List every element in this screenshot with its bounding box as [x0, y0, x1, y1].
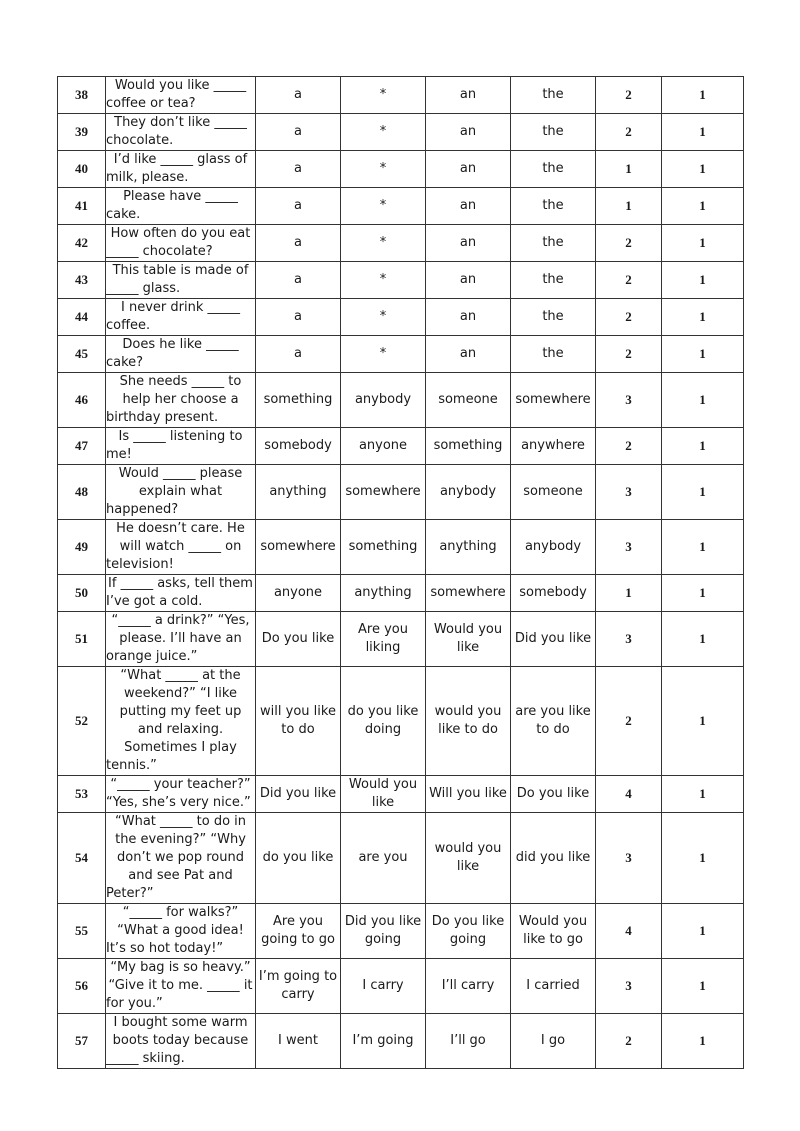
option-2: anyone [341, 428, 426, 465]
question-number: 56 [58, 959, 106, 1014]
option-2: anybody [341, 373, 426, 428]
question-text: Please have _____ cake. [106, 188, 256, 225]
question-row [58, 77, 744, 114]
option-3: an [426, 299, 511, 336]
option-3: an [426, 151, 511, 188]
option-2: * [341, 336, 426, 373]
option-1: Do you like [256, 612, 341, 667]
option-2: somewhere [341, 465, 426, 520]
question-number: 53 [58, 776, 106, 813]
option-3: would you like to do [426, 667, 511, 776]
option-4: are you like to do [511, 667, 596, 776]
question-row [58, 612, 744, 667]
option-1: a [256, 225, 341, 262]
question-text: If _____ asks, tell them I’ve got a cold. [106, 575, 256, 612]
option-4: someone [511, 465, 596, 520]
question-number: 55 [58, 904, 106, 959]
question-text: “_____ a drink?” “Yes, please. I’ll have an orange juice.” [106, 612, 256, 667]
question-row [58, 428, 744, 465]
option-4: I carried [511, 959, 596, 1014]
quiz-table-body [58, 77, 744, 1069]
points-value: 1 [662, 667, 744, 776]
option-2: anything [341, 575, 426, 612]
option-4: anywhere [511, 428, 596, 465]
option-4: the [511, 225, 596, 262]
option-1: anyone [256, 575, 341, 612]
option-2: * [341, 77, 426, 114]
option-4: the [511, 77, 596, 114]
question-text: She needs _____ to help her choose a birthday present. [106, 373, 256, 428]
option-2: Did you like going [341, 904, 426, 959]
points-value: 1 [662, 151, 744, 188]
option-1: anything [256, 465, 341, 520]
question-row [58, 188, 744, 225]
question-text: “My bag is so heavy.” “Give it to me. _____ it for you.” [106, 959, 256, 1014]
answer-key: 3 [596, 465, 662, 520]
points-value: 1 [662, 77, 744, 114]
option-4: the [511, 188, 596, 225]
option-3: Would you like [426, 612, 511, 667]
option-2: * [341, 114, 426, 151]
question-number: 47 [58, 428, 106, 465]
question-row [58, 299, 744, 336]
option-4: somebody [511, 575, 596, 612]
question-text: How often do you eat _____ chocolate? [106, 225, 256, 262]
question-text: “What _____ at the weekend?” “I like putting my feet up and relaxing. Sometimes I play tennis.” [106, 667, 256, 776]
question-number: 38 [58, 77, 106, 114]
option-2: * [341, 262, 426, 299]
option-3: an [426, 77, 511, 114]
option-3: an [426, 114, 511, 151]
question-number: 52 [58, 667, 106, 776]
answer-key: 3 [596, 612, 662, 667]
option-3: an [426, 225, 511, 262]
option-4: did you like [511, 813, 596, 904]
question-number: 48 [58, 465, 106, 520]
option-4: the [511, 114, 596, 151]
option-3: an [426, 262, 511, 299]
question-row [58, 336, 744, 373]
option-2: I carry [341, 959, 426, 1014]
answer-key: 2 [596, 336, 662, 373]
option-1: do you like [256, 813, 341, 904]
option-4: somewhere [511, 373, 596, 428]
answer-key: 2 [596, 262, 662, 299]
question-row [58, 262, 744, 299]
question-text: Does he like _____ cake? [106, 336, 256, 373]
answer-key: 3 [596, 373, 662, 428]
option-3: would you like [426, 813, 511, 904]
question-text: This table is made of _____ glass. [106, 262, 256, 299]
option-2: something [341, 520, 426, 575]
option-1: a [256, 188, 341, 225]
option-1: somewhere [256, 520, 341, 575]
answer-key: 1 [596, 188, 662, 225]
option-4: Did you like [511, 612, 596, 667]
points-value: 1 [662, 262, 744, 299]
answer-key: 4 [596, 776, 662, 813]
option-3: something [426, 428, 511, 465]
question-row [58, 959, 744, 1014]
answer-key: 1 [596, 151, 662, 188]
question-text: Is _____ listening to me! [106, 428, 256, 465]
question-number: 57 [58, 1014, 106, 1069]
option-2: are you [341, 813, 426, 904]
points-value: 1 [662, 612, 744, 667]
points-value: 1 [662, 776, 744, 813]
question-row [58, 776, 744, 813]
option-3: anything [426, 520, 511, 575]
quiz-table [57, 76, 744, 1069]
question-number: 46 [58, 373, 106, 428]
question-text: He doesn’t care. He will watch _____ on television! [106, 520, 256, 575]
question-number: 43 [58, 262, 106, 299]
option-2: Are you liking [341, 612, 426, 667]
option-1: a [256, 77, 341, 114]
option-1: a [256, 114, 341, 151]
option-4: I go [511, 1014, 596, 1069]
question-number: 45 [58, 336, 106, 373]
option-1: a [256, 151, 341, 188]
question-text: I’d like _____ glass of milk, please. [106, 151, 256, 188]
option-1: something [256, 373, 341, 428]
option-4: the [511, 151, 596, 188]
option-3: anybody [426, 465, 511, 520]
answer-key: 3 [596, 813, 662, 904]
question-row [58, 904, 744, 959]
option-1: a [256, 262, 341, 299]
option-1: a [256, 336, 341, 373]
question-row [58, 114, 744, 151]
question-number: 39 [58, 114, 106, 151]
answer-key: 2 [596, 667, 662, 776]
option-3: Do you like going [426, 904, 511, 959]
question-number: 44 [58, 299, 106, 336]
option-4: the [511, 262, 596, 299]
points-value: 1 [662, 299, 744, 336]
points-value: 1 [662, 373, 744, 428]
question-row [58, 667, 744, 776]
option-3: I’ll go [426, 1014, 511, 1069]
question-text: I never drink _____ coffee. [106, 299, 256, 336]
answer-key: 2 [596, 77, 662, 114]
question-number: 54 [58, 813, 106, 904]
points-value: 1 [662, 336, 744, 373]
question-text: Would you like _____ coffee or tea? [106, 77, 256, 114]
points-value: 1 [662, 904, 744, 959]
question-row [58, 225, 744, 262]
option-1: will you like to do [256, 667, 341, 776]
option-2: I’m going [341, 1014, 426, 1069]
option-4: anybody [511, 520, 596, 575]
question-row [58, 520, 744, 575]
points-value: 1 [662, 959, 744, 1014]
option-2: * [341, 225, 426, 262]
question-text: “_____ your teacher?” “Yes, she’s very nice.” [106, 776, 256, 813]
answer-key: 4 [596, 904, 662, 959]
points-value: 1 [662, 188, 744, 225]
question-row [58, 373, 744, 428]
option-4: Do you like [511, 776, 596, 813]
option-3: an [426, 188, 511, 225]
option-1: I went [256, 1014, 341, 1069]
question-row [58, 465, 744, 520]
points-value: 1 [662, 465, 744, 520]
points-value: 1 [662, 813, 744, 904]
option-2: * [341, 151, 426, 188]
option-2: * [341, 299, 426, 336]
points-value: 1 [662, 520, 744, 575]
points-value: 1 [662, 575, 744, 612]
question-text: Would _____ please explain what happened? [106, 465, 256, 520]
points-value: 1 [662, 1014, 744, 1069]
answer-key: 1 [596, 575, 662, 612]
answer-key: 3 [596, 959, 662, 1014]
option-3: I’ll carry [426, 959, 511, 1014]
question-row [58, 813, 744, 904]
option-3: Will you like [426, 776, 511, 813]
question-text: I bought some warm boots today because _____ skiing. [106, 1014, 256, 1069]
answer-key: 3 [596, 520, 662, 575]
option-1: I’m going to carry [256, 959, 341, 1014]
question-row [58, 575, 744, 612]
answer-key: 2 [596, 1014, 662, 1069]
question-number: 49 [58, 520, 106, 575]
question-number: 50 [58, 575, 106, 612]
question-number: 40 [58, 151, 106, 188]
option-2: Would you like [341, 776, 426, 813]
option-1: somebody [256, 428, 341, 465]
option-4: the [511, 336, 596, 373]
answer-key: 2 [596, 428, 662, 465]
option-3: an [426, 336, 511, 373]
points-value: 1 [662, 114, 744, 151]
answer-key: 2 [596, 225, 662, 262]
option-3: somewhere [426, 575, 511, 612]
question-number: 42 [58, 225, 106, 262]
question-text: They don’t like _____ chocolate. [106, 114, 256, 151]
question-row [58, 151, 744, 188]
question-number: 51 [58, 612, 106, 667]
option-2: * [341, 188, 426, 225]
answer-key: 2 [596, 299, 662, 336]
question-text: “_____ for walks?” “What a good idea! It’s so hot today!” [106, 904, 256, 959]
option-1: a [256, 299, 341, 336]
option-2: do you like doing [341, 667, 426, 776]
question-number: 41 [58, 188, 106, 225]
points-value: 1 [662, 428, 744, 465]
option-4: the [511, 299, 596, 336]
option-4: Would you like to go [511, 904, 596, 959]
question-row [58, 1014, 744, 1069]
question-text: “What _____ to do in the evening?” “Why don’t we pop round and see Pat and Peter?” [106, 813, 256, 904]
option-1: Are you going to go [256, 904, 341, 959]
points-value: 1 [662, 225, 744, 262]
option-1: Did you like [256, 776, 341, 813]
option-3: someone [426, 373, 511, 428]
answer-key: 2 [596, 114, 662, 151]
